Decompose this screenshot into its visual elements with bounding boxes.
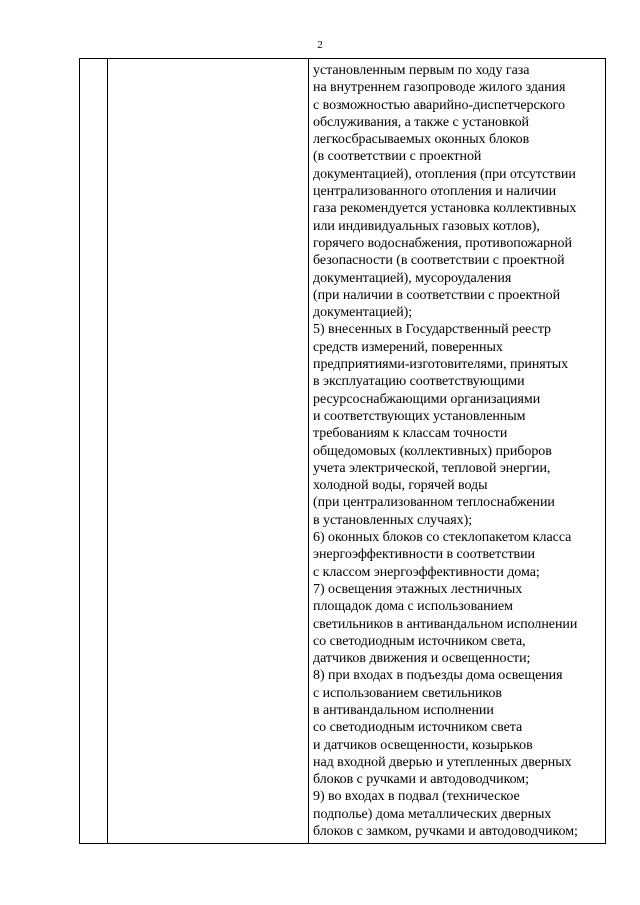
text-line: в антивандальном исполнении <box>313 702 494 718</box>
description-text <box>313 62 606 840</box>
text-line: газа рекомендуется установка коллективных <box>313 201 577 217</box>
text-line: установленным первым по ходу газа <box>313 63 530 78</box>
text-line: 7) освещения этажных лестничных <box>313 581 523 597</box>
text-line: общедомовых (коллективных) приборов <box>313 443 552 459</box>
text-line: и соответствующих установленным <box>313 408 526 424</box>
text-line: с использованием светильников <box>313 685 502 701</box>
text-line: учета электрической, тепловой энергии, <box>313 460 551 476</box>
text-line: энергоэффективности в соответствии <box>313 547 535 563</box>
document-table <box>79 58 606 844</box>
text-line: требованиям к классам точности <box>313 426 508 442</box>
table-cell-name <box>108 59 308 843</box>
page-number: 2 <box>317 39 323 51</box>
text-line: на внутреннем газопроводе жилого здания <box>313 80 566 96</box>
text-line: 8) при входах в подъезды дома освещения <box>313 668 563 684</box>
table-cell-description <box>309 59 606 843</box>
text-line: блоков с замком, ручками и автодоводчиком; <box>313 824 578 840</box>
text-line: 5) внесенных в Государственный реестр <box>313 322 552 338</box>
table-cell-number <box>80 59 107 843</box>
text-line: горячего водоснабжения, противопожарной <box>313 235 572 251</box>
text-line: блоков с ручками и автодоводчиком; <box>313 772 529 788</box>
text-line: документацией); <box>313 305 413 321</box>
text-line: над входной дверью и утепленных дверных <box>313 754 572 770</box>
text-line: с возможностью аварийно-диспетчерского <box>313 97 565 113</box>
text-line: легкосбрасываемых оконных блоков <box>313 132 530 148</box>
text-line: со светодиодным источником света, <box>313 633 526 649</box>
text-line: светильников в антивандальном исполнении <box>313 616 578 632</box>
text-line: 6) оконных блоков со стеклопакетом класса <box>313 530 572 546</box>
text-line: 9) во входах в подвал (техническое <box>313 789 520 805</box>
text-line: (при централизованном теплоснабжении <box>313 495 555 511</box>
text-line: централизованного отопления и наличии <box>313 184 557 200</box>
text-line: обслуживания, а также с установкой <box>313 114 530 130</box>
text-line: в установленных случаях); <box>313 512 473 528</box>
text-line: документацией), отопления (при отсутствии <box>313 166 576 182</box>
text-line: ресурсоснабжающими организациями <box>313 391 541 407</box>
text-line: датчиков движения и освещенности; <box>313 651 531 667</box>
text-line: площадок дома с использованием <box>313 599 513 615</box>
text-line: (в соответствии с проектной <box>313 149 482 165</box>
text-line: и датчиков освещенности, козырьков <box>313 737 533 753</box>
text-line: со светодиодным источником света <box>313 720 523 736</box>
text-line: в эксплуатацию соответствующими <box>313 374 525 390</box>
text-line: предприятиями-изготовителями, принятых <box>313 357 569 373</box>
text-line: подполье) дома металлических дверных <box>313 806 552 822</box>
text-line: холодной воды, горячей воды <box>313 478 488 494</box>
text-line: с классом энергоэффективности дома; <box>313 564 540 580</box>
text-line: или индивидуальных газовых котлов), <box>313 218 540 234</box>
text-line: документацией), мусороудаления <box>313 270 512 286</box>
text-line: средств измерений, поверенных <box>313 339 503 355</box>
text-line: (при наличии в соответствии с проектной <box>313 287 561 303</box>
text-line: безопасности (в соответствии с проектной <box>313 253 565 269</box>
